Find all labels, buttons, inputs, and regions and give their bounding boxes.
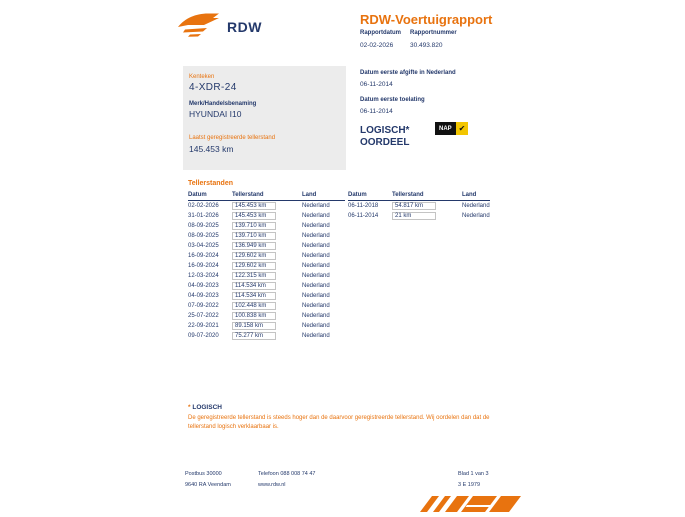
laatste-tellerstand-value: 145.453 km [189,144,234,154]
eerste-toelating-label: Datum eerste toelating [360,97,425,103]
nap-check-icon: ✔ [456,122,469,135]
row-land: Nederland [302,213,330,219]
tellerstand-row [348,211,490,221]
row-land: Nederland [302,263,330,269]
tellerstand-value-box: 102.448 km [232,302,276,310]
row-land: Nederland [302,223,330,229]
nap-logo-text: NAP [435,122,456,135]
footer-website-link[interactable]: www.rdw.nl [258,482,286,488]
row-datum: 31-01-2026 [188,213,219,219]
footer-phone: Telefoon 088 008 74 47 [258,471,316,477]
row-datum: 06-11-2018 [348,203,379,209]
row-tellerstand [232,232,302,240]
row-land: Nederland [462,203,490,209]
oordeel-line2: OORDEEL [360,137,410,148]
tellerstand-row [348,201,490,211]
row-datum: 12-03-2024 [188,273,219,279]
col-tellerstand: Tellerstand [392,192,424,198]
report-number-value: 30.493.820 [410,42,443,49]
tellerstand-value-box: 100.838 km [232,312,276,320]
row-tellerstand [232,252,302,260]
eerste-toelating-value: 06-11-2014 [360,108,393,115]
tellerstand-value-box: 114.534 km [232,292,276,300]
table-body [188,201,345,341]
tellerstand-row [188,241,345,251]
merk-label: Merk/Handelsbenaming [189,101,257,107]
col-land: Land [302,192,317,198]
row-tellerstand [392,212,462,220]
row-land: Nederland [302,313,330,319]
oordeel-text [360,125,409,149]
footer-page-info [458,469,489,491]
row-land: Nederland [302,303,330,309]
row-land: Nederland [302,293,330,299]
row-tellerstand [232,312,302,320]
registration-info [360,70,500,124]
col-tellerstand: Tellerstand [232,192,264,198]
tellerstanden-table-left [188,192,345,341]
footer-contact [258,469,316,491]
tellerstand-value-box: 145.453 km [232,212,276,220]
row-tellerstand [232,322,302,330]
tellerstand-value-box: 54.817 km [392,202,436,210]
row-tellerstand [232,332,302,340]
row-tellerstand [232,242,302,250]
footer-form-code: 3 E 1979 [458,482,481,488]
row-land: Nederland [462,213,490,219]
row-datum: 04-09-2023 [188,283,219,289]
table-header [188,192,345,201]
tellerstand-value-box: 139.710 km [232,232,276,240]
oordeel-line1: LOGISCH* [360,125,410,136]
tellerstand-value-box: 136.949 km [232,242,276,250]
row-land: Nederland [302,273,330,279]
row-tellerstand [232,282,302,290]
col-datum: Datum [348,192,367,198]
table-body [348,201,490,221]
row-land: Nederland [302,203,330,209]
footer-page-number: Blad 1 van 3 [458,471,489,477]
tellerstand-value-box: 129.602 km [232,252,276,260]
rdw-logo-icon [176,11,220,42]
row-datum: 09-07-2020 [188,333,219,339]
row-datum: 08-09-2025 [188,233,219,239]
row-land: Nederland [302,283,330,289]
footnote-title-text: LOGISCH [192,404,222,411]
tellerstand-row [188,231,345,241]
footer-address [185,469,231,491]
row-tellerstand [232,302,302,310]
tellerstand-value-box: 122.315 km [232,272,276,280]
rdw-logo-text: RDW [227,18,262,35]
row-datum: 25-07-2022 [188,313,219,319]
footnote-asterisk: * [188,404,191,411]
row-land: Nederland [302,253,330,259]
row-datum: 22-09-2021 [188,323,219,329]
laatste-tellerstand-label: Laatst geregistreerde tellerstand [189,135,276,141]
tellerstand-row [188,331,345,341]
report-meta [360,30,457,49]
report-number-label: Rapportnummer [410,30,457,36]
footnote-text: De geregistreerde tellerstand is steeds hoger dan de daarvoor geregistreerde tellerstand. Wij oordelen dan dat de tellerstand logisch verklaarbaar is. [188,415,490,430]
page-title: RDW-Voertuigrapport [360,12,493,27]
tellerstand-row [188,281,345,291]
tellerstand-row [188,251,345,261]
row-tellerstand [392,202,462,210]
tellerstand-row [188,211,345,221]
vehicle-panel [183,66,346,170]
row-datum: 08-09-2025 [188,223,219,229]
tellerstand-row [188,321,345,331]
col-datum: Datum [188,192,207,198]
row-land: Nederland [302,333,330,339]
eerste-afgifte-value: 06-11-2014 [360,81,393,88]
row-tellerstand [232,292,302,300]
report-date-value: 02-02-2026 [360,42,394,49]
tellerstand-value-box: 129.602 km [232,262,276,270]
row-datum: 16-09-2024 [188,253,219,259]
tellerstand-value-box: 21 km [392,212,436,220]
tellerstand-row [188,271,345,281]
col-land: Land [462,192,477,198]
tellerstand-row [188,311,345,321]
tellerstand-row [188,301,345,311]
tellerstand-row [188,291,345,301]
footer-address-line2: 9640 RA Veendam [185,482,231,488]
eerste-afgifte-label: Datum eerste afgifte in Nederland [360,70,456,76]
row-tellerstand [232,262,302,270]
row-tellerstand [232,202,302,210]
kenteken-label: Kenteken [189,74,215,80]
merk-value: HYUNDAI I10 [189,109,242,119]
row-datum: 04-09-2023 [188,293,219,299]
row-datum: 02-02-2026 [188,203,219,209]
tellerstanden-title: Tellerstanden [188,180,233,187]
tellerstand-row [188,261,345,271]
kenteken-value: 4-XDR-24 [189,82,237,93]
row-datum: 03-04-2025 [188,243,219,249]
row-datum: 06-11-2014 [348,213,379,219]
tellerstand-value-box: 145.453 km [232,202,276,210]
row-tellerstand [232,272,302,280]
row-tellerstand [232,212,302,220]
tellerstand-value-box: 114.534 km [232,282,276,290]
table-header [348,192,490,201]
tellerstand-row [188,221,345,231]
tellerstand-row [188,201,345,211]
tellerstand-value-box: 75.277 km [232,332,276,340]
row-tellerstand [232,222,302,230]
report-date-label: Rapportdatum [360,30,401,36]
rdw-logo [176,11,262,42]
row-land: Nederland [302,243,330,249]
tellerstanden-table-right [348,192,490,221]
tellerstand-value-box: 139.710 km [232,222,276,230]
row-datum: 16-09-2024 [188,263,219,269]
tellerstand-value-box: 89.158 km [232,322,276,330]
footer-address-line1: Postbus 30000 [185,471,222,477]
nap-logo [435,122,468,135]
row-datum: 07-09-2022 [188,303,219,309]
row-land: Nederland [302,233,330,239]
row-land: Nederland [302,323,330,329]
footnote-title [188,404,222,411]
